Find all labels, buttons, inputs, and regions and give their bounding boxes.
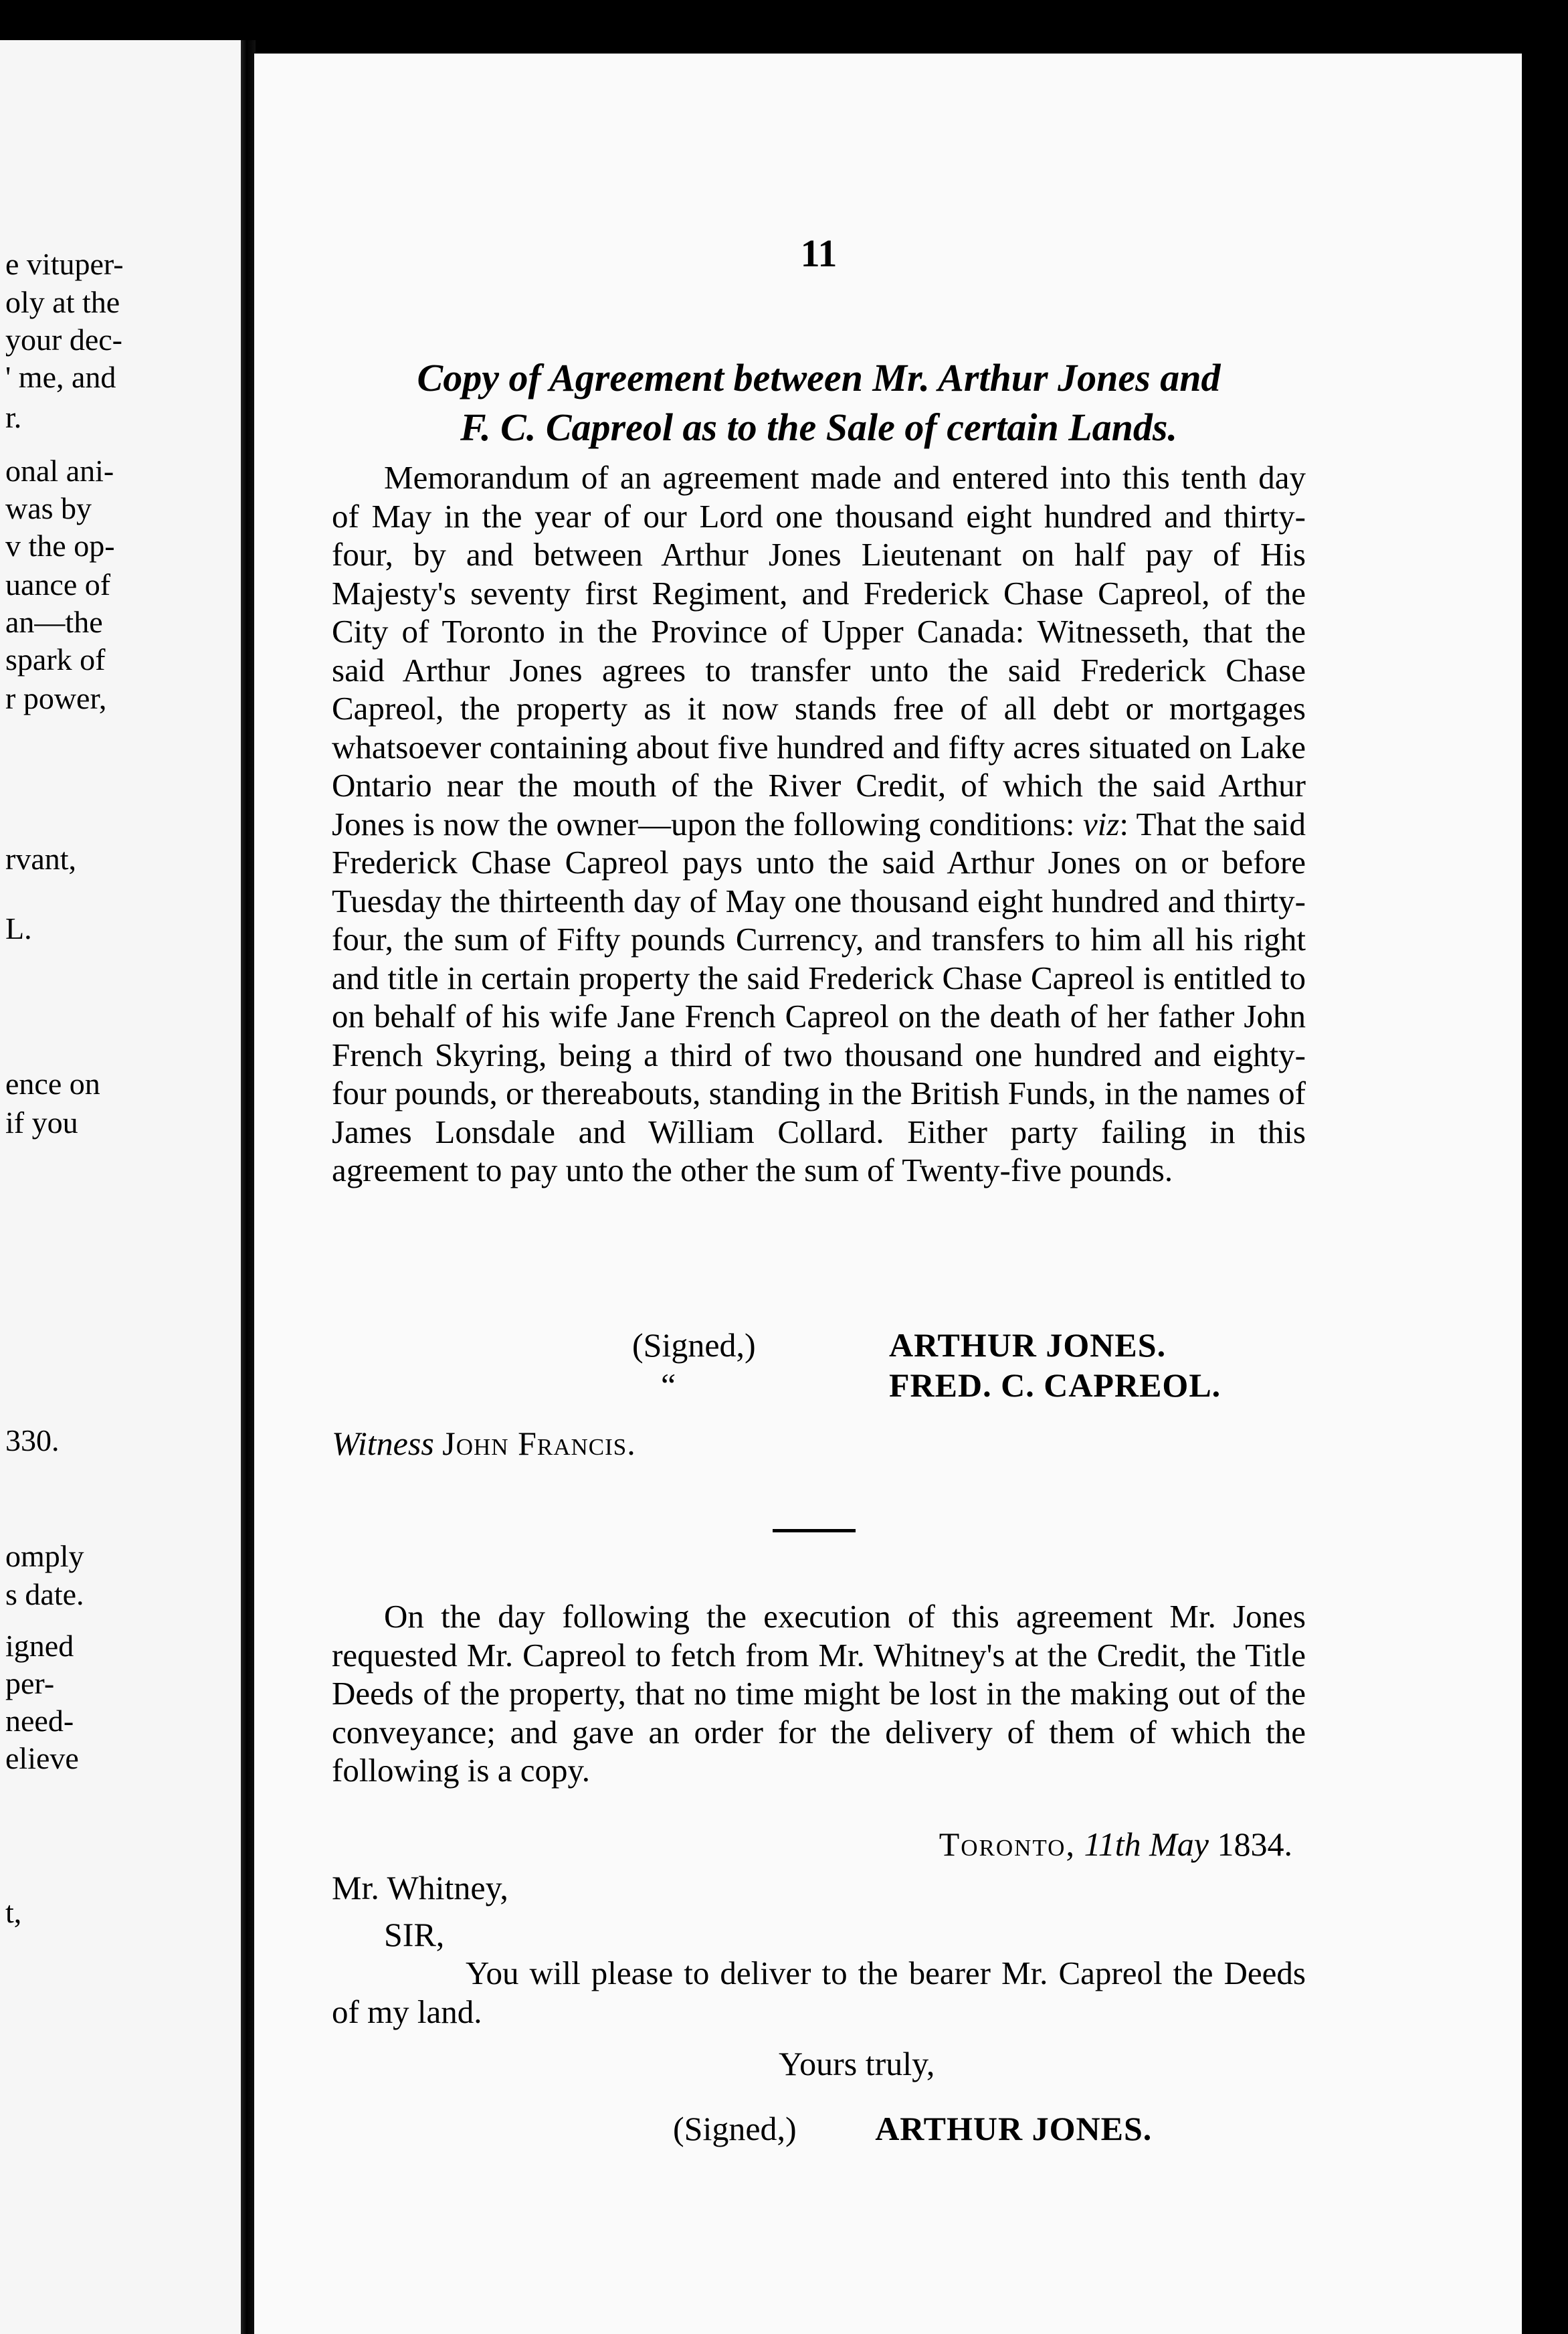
facing-page-line xyxy=(0,840,244,878)
facing-page-line xyxy=(0,1702,244,1740)
facing-page-line xyxy=(0,246,244,283)
facing-page-line xyxy=(0,1104,244,1142)
letter-dateline xyxy=(332,1825,1292,1864)
document-title xyxy=(332,353,1306,452)
facing-page-text: r power, xyxy=(5,681,107,715)
memorandum-text-2: : That the said Frederick Chase Capreol pays unto the said Arthur Jones on or before Tuesday the thirteenth day of May one thousand eight hundred and thirty-four, the sum of Fifty pounds Currency, and transfers to him all his right and title in certain property the said Frederick Chase Capreol is entitled to on behalf of his wife Jane French Capreol on the death of her father John French Skyring, being a third of two thousand one hundred and eighty-four pounds, or thereabouts, standing in the British Funds, in the names of James Lonsdale and William Collard. Either party failing in this agreement to pay unto the other the sum of Twenty-five pounds. xyxy=(332,805,1306,1188)
letter-body: You will please to deliver to the bearer Mr. Capreol the Deeds of my land. xyxy=(332,1955,1306,2030)
facing-page-text: spark of xyxy=(5,642,106,677)
facing-page-line xyxy=(0,604,244,641)
facing-page-text: igned xyxy=(5,1629,74,1663)
memorandum-text-1: Memorandum of an agreement made and entered into this tenth day of May in the year of our Lord one thousand eight hundred and thirty-four, by and between Arthur Jones Lieutenant on half pay of His Majesty's seventy first Regiment, and Frederick Chase Capreol, of the City of Toronto in the Province of Upper Canada: Witnesseth, that the said Arthur Jones agrees to transfer unto the said Frederick Chase Capreol, the property as it now stands free of all debt or mortgages whatsoever containing about five hundred and fifty acres situated on Lake Ontario near the mouth of the River Credit, of which the said Arthur Jones is now the owner—upon the following conditions: xyxy=(332,459,1306,842)
facing-page-line xyxy=(0,359,244,396)
facing-page-line xyxy=(0,399,244,436)
facing-page-text: uance of xyxy=(5,567,111,602)
facing-page-line xyxy=(0,1665,244,1702)
facing-page-line xyxy=(0,1576,244,1613)
letter-salutation: SIR, xyxy=(384,1916,445,1953)
date-year: 1834. xyxy=(1217,1825,1292,1863)
date-place: Toronto, xyxy=(939,1825,1076,1863)
facing-page xyxy=(0,40,244,2334)
memorandum-viz: viz xyxy=(1082,805,1120,842)
facing-page-text: omply xyxy=(5,1539,84,1573)
page xyxy=(254,54,1522,2334)
facing-page-text: your dec- xyxy=(5,323,122,357)
page-edge xyxy=(1522,47,1568,2334)
facing-page-line xyxy=(0,1538,244,1575)
letter-signature xyxy=(673,2109,1152,2148)
signatory-arthur-jones: ARTHUR JONES. xyxy=(889,1326,1167,1364)
facing-page-line xyxy=(0,680,244,717)
book-gutter xyxy=(241,40,256,2334)
facing-page-line xyxy=(0,321,244,359)
facing-page-line xyxy=(0,1894,244,1931)
facing-page-text: ence on xyxy=(5,1067,100,1101)
signed-label: (Signed,) xyxy=(632,1326,756,1364)
facing-page-text: t, xyxy=(5,1895,22,1929)
memorandum-paragraph xyxy=(332,458,1306,1190)
facing-page-text: need- xyxy=(5,1704,74,1738)
facing-page-line xyxy=(0,566,244,604)
facing-page-line xyxy=(0,1740,244,1777)
facing-page-line xyxy=(0,910,244,948)
facing-page-text: v the op- xyxy=(5,529,115,563)
facing-page-text: was by xyxy=(5,491,92,525)
facing-page-line xyxy=(0,452,244,490)
section-divider xyxy=(773,1529,856,1532)
letter-signatory: ARTHUR JONES. xyxy=(875,2110,1153,2147)
facing-page-line xyxy=(0,284,244,321)
facing-page-text: an—the xyxy=(5,605,103,639)
facing-page-text: s date. xyxy=(5,1577,84,1611)
witness-label: Witness xyxy=(332,1425,434,1462)
facing-page-text: if you xyxy=(5,1105,78,1140)
witness-name: John Francis. xyxy=(442,1425,636,1462)
title-line-1: Copy of Agreement between Mr. Arthur Jones and xyxy=(417,356,1221,399)
facing-page-line xyxy=(0,1627,244,1665)
facing-page-line xyxy=(0,490,244,527)
letter-closing: Yours truly, xyxy=(779,2045,935,2082)
narrative-paragraph: On the day following the execution of this agreement Mr. Jones requested Mr. Capreol to fetch from Mr. Whitney's at the Credit, the Title Deeds of the property, that no time might be lost in the making out of the conveyance; and gave an order for the delivery of them of which the following is a copy. xyxy=(332,1598,1306,1789)
facing-page-text: onal ani- xyxy=(5,454,114,488)
facing-page-line xyxy=(0,641,244,679)
facing-page-line xyxy=(0,1422,244,1459)
facing-page-text: L. xyxy=(5,911,32,946)
facing-page-text: elieve xyxy=(5,1741,79,1775)
signatory-fred-capreol: FRED. C. CAPREOL. xyxy=(889,1366,1221,1404)
ditto-mark: “ xyxy=(661,1366,676,1404)
letter-addressee: Mr. Whitney, xyxy=(332,1869,508,1906)
letter-signed-label: (Signed,) xyxy=(673,2110,797,2147)
facing-page-text: ' me, and xyxy=(5,360,116,394)
facing-page-line xyxy=(0,527,244,565)
facing-page-text: 330. xyxy=(5,1423,60,1457)
witness-line xyxy=(332,1424,636,1463)
facing-page-text: rvant, xyxy=(5,842,77,876)
facing-page-line xyxy=(0,1065,244,1103)
facing-page-text: r. xyxy=(5,400,22,434)
facing-page-text: e vituper- xyxy=(5,247,124,281)
facing-page-text: per- xyxy=(5,1666,55,1700)
date-day: 11th May xyxy=(1084,1825,1209,1863)
page-number: 11 xyxy=(800,232,838,275)
facing-page-text: oly at the xyxy=(5,285,120,319)
title-line-2: F. C. Capreol as to the Sale of certain Lands. xyxy=(460,406,1178,449)
